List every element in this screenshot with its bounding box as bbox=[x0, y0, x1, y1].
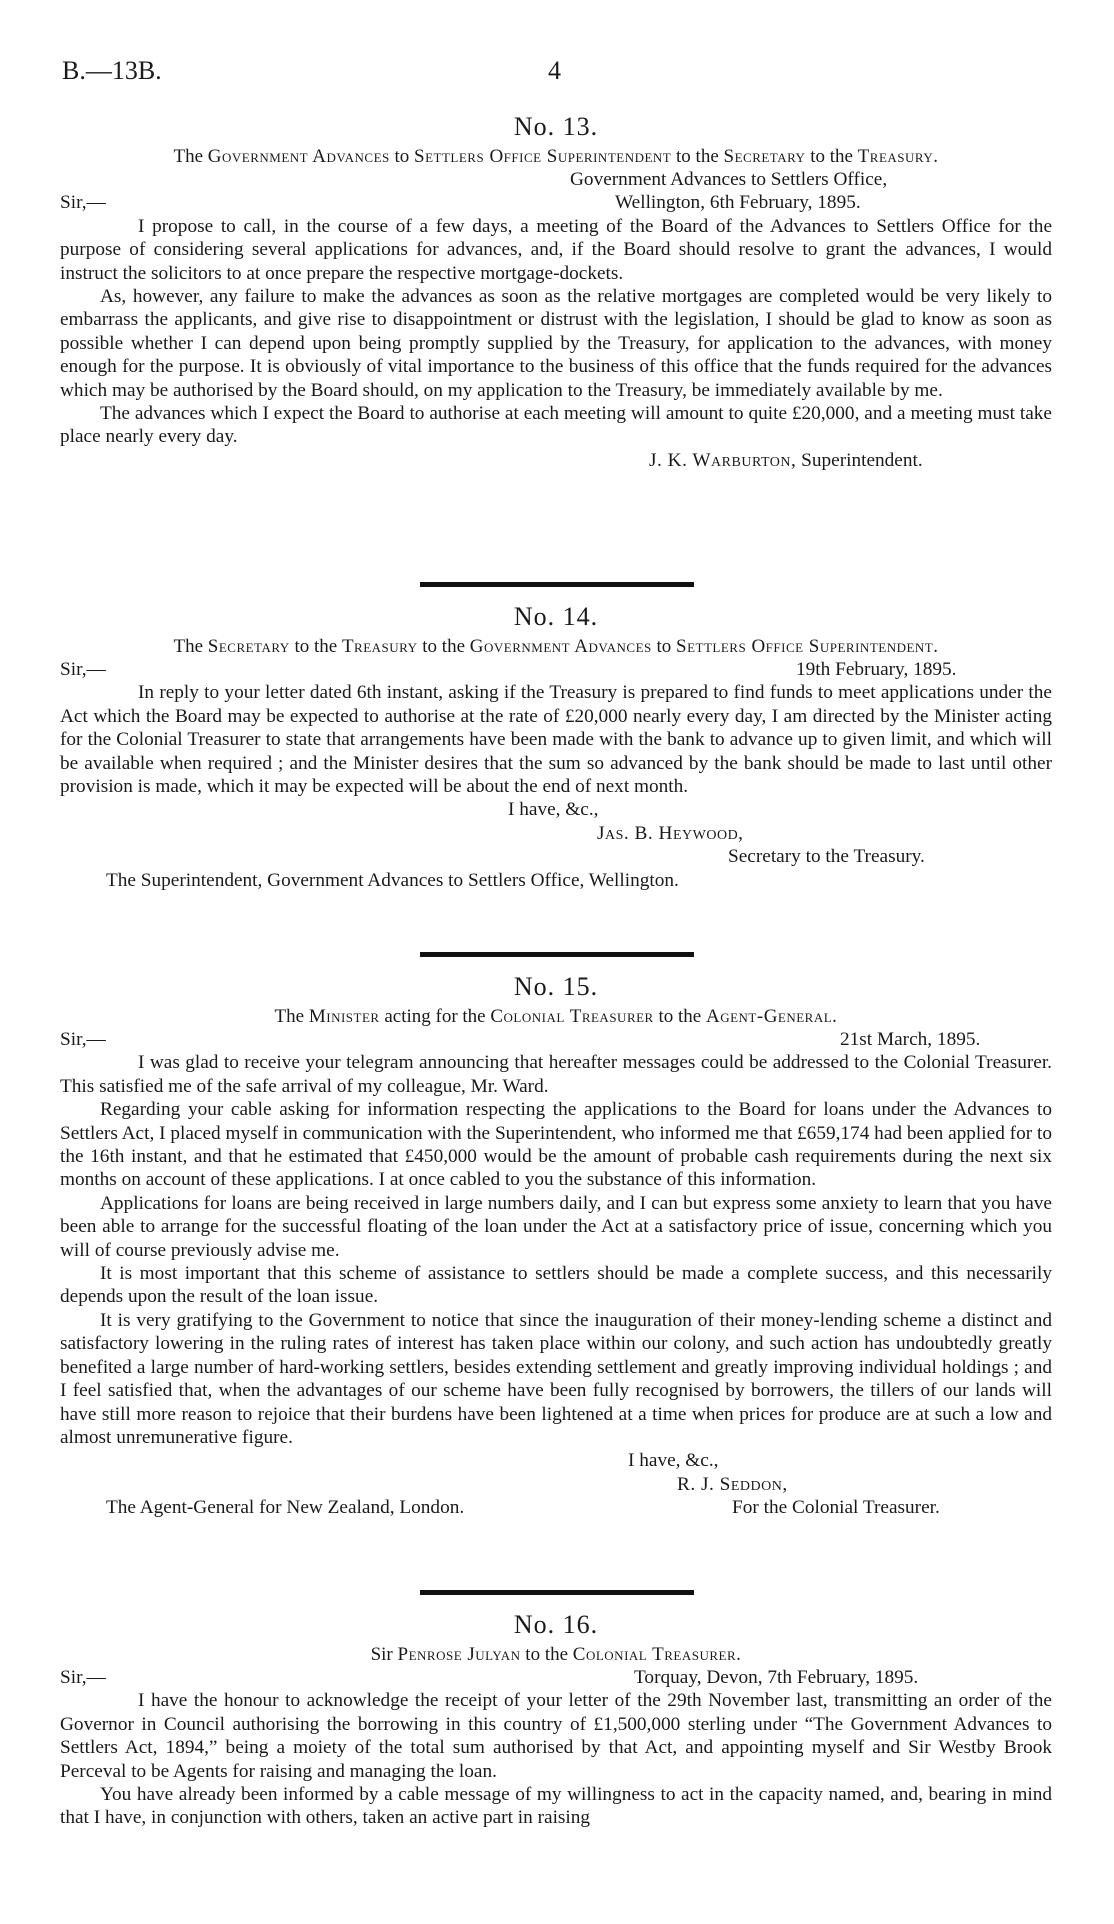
letter-15-closing: I have, &c., bbox=[628, 1450, 719, 1472]
section-divider bbox=[420, 952, 694, 957]
letter-16-heading bbox=[60, 1644, 1052, 1666]
letter-14-title: No. 14. bbox=[513, 602, 599, 631]
letter-13-heading-part: The bbox=[173, 146, 204, 167]
letter-15-salutation: Sir,— bbox=[60, 1029, 106, 1050]
letter-13-signature bbox=[60, 449, 1052, 472]
letter-13-paragraph-3: The advances which I expect the Board to authorise at each meeting will amount to quite £20,000, and a meeting must take place nearly every day. bbox=[60, 403, 1052, 448]
letter-14-heading-part: to the bbox=[422, 636, 466, 657]
letter-15-heading bbox=[60, 1006, 1052, 1028]
letter-14 bbox=[60, 602, 1052, 892]
letter-15-heading-part: acting for the bbox=[384, 1006, 486, 1027]
letter-15-signatory-name: R. J. Seddon, bbox=[677, 1473, 788, 1495]
letter-13-heading-part: Settlers Office Superintendent bbox=[414, 146, 672, 167]
letter-13-address-line-2: Wellington, 6th February, 1895. bbox=[615, 192, 861, 214]
letter-15-heading-part: Minister bbox=[308, 1006, 380, 1027]
letter-13-heading-part: to bbox=[394, 146, 410, 167]
letter-14-addressee: The Superintendent, Government Advances to Settlers Office, Wellington. bbox=[106, 869, 679, 891]
letter-15-paragraph-5: It is very gratifying to the Government to notice that since the inauguration of their money-lending scheme a distinct and satisfactory lowering in the ruling rates of interest has taken place within our colony, and such action has undoubtedly greatly benefited a large number of hard-working settlers, besides extending settlement and greatly improving individual holdings ; and I feel satisfied that, when the advantages of our scheme have been fully recognised by borrowers, the tillers of our lands will have still more reason to rejoice that their burdens have been lightened at a time when prices for produce are at such a low and almost unremunerative figure. bbox=[60, 1309, 1052, 1448]
letter-16-title: No. 16. bbox=[513, 1610, 599, 1639]
letter-15-footer-row bbox=[60, 1496, 1052, 1519]
letter-13-heading-part: Secretary bbox=[723, 146, 806, 167]
letter-13 bbox=[60, 112, 1052, 472]
letter-16-salutation-row bbox=[60, 1666, 1052, 1689]
letter-13-heading-part: Treasury. bbox=[857, 146, 939, 167]
letter-14-signatory-name: Jas. B. Heywood, bbox=[597, 822, 744, 844]
letter-13-heading-part: to the bbox=[676, 146, 719, 167]
letter-16 bbox=[60, 1610, 1052, 1830]
signatory-name: J. K. Warburton, bbox=[649, 449, 797, 471]
signatory-title: Superintendent. bbox=[801, 449, 923, 471]
letter-15-paragraph-3: Applications for loans are being received in large numbers daily, and I can but express some anxiety to learn that you have been able to arrange for the successful floating of the loan under the Act at a satisfactory price of issue, concerning which you will of course previously advise me. bbox=[60, 1192, 1052, 1261]
letter-14-salutation-row bbox=[60, 658, 1052, 681]
letter-13-heading-part: to the bbox=[810, 146, 853, 167]
letter-14-heading-part: Government Advances bbox=[469, 636, 652, 657]
letter-14-heading-part: to bbox=[656, 636, 672, 657]
letter-13-title: No. 13. bbox=[513, 112, 599, 141]
letter-16-heading-part: Sir bbox=[370, 1644, 393, 1665]
letter-13-address-line-1: Government Advances to Settlers Office, bbox=[570, 169, 888, 190]
letter-16-paragraph-1: I have the honour to acknowledge the receipt of your letter of the 29th November last, transmitting an order of the Governor in Council authorising the borrowing in this country of £1,500,000 sterling under “The Government Advances to Settlers Act, 1894,” being a moiety of the total sum authorised by that Act, and appointing myself and Sir Westby Brook Perceval to be Agents for raising and managing the loan. bbox=[60, 1690, 1052, 1782]
letter-16-paragraph-2: You have already been informed by a cable message of my willingness to act in the capacity named, and, bearing in mind that I have, in conjunction with others, taken an active part in raising bbox=[60, 1784, 1052, 1829]
letter-15-signatory-title: For the Colonial Treasurer. bbox=[732, 1497, 940, 1519]
page-number: 4 bbox=[548, 56, 561, 85]
letter-15-heading-part: Colonial Treasurer bbox=[490, 1006, 654, 1027]
letter-13-paragraph-2: As, however, any failure to make the advances as soon as the relative mortgages are completed would be very likely to embarrass the applicants, and give rise to disappointment or distrust with the legislation, I should be glad to know as soon as possible whether I can depend upon being promptly supplied by the Treasury, for application to the advances, with money enough for the purpose. It is obviously of vital importance to the business of this office that the funds required for the advances which may be authorised by the Board should, on my application to the Treasury, be immediately available by me. bbox=[60, 286, 1052, 401]
letter-15-heading-part: Agent-General. bbox=[705, 1006, 838, 1027]
letter-14-heading-part: Secretary bbox=[207, 636, 290, 657]
letter-15 bbox=[60, 972, 1052, 1520]
letter-16-heading-part: to the bbox=[525, 1644, 569, 1665]
letter-14-heading-part: to the bbox=[294, 636, 338, 657]
letter-16-heading-part: Penrose Julyan bbox=[397, 1644, 521, 1665]
section-divider bbox=[420, 582, 694, 587]
letter-13-salutation-row bbox=[60, 191, 1052, 214]
letter-15-paragraph-1: I was glad to receive your telegram announcing that hereafter messages could be addressed to the Colonial Treasurer. This satisfied me of the safe arrival of my colleague, Mr. Ward. bbox=[60, 1052, 1052, 1097]
letter-15-paragraph-2: Regarding your cable asking for information respecting the applications to the Board for loans under the Advances to Settlers Act, I placed myself in communication with the Superintendent, who informed me that £659,174 had been applied for to the 16th instant, and that he estimated that £450,000 would be the amount of probable cash requirements during the next six months on account of these applications. I at once cabled to you the substance of this information. bbox=[60, 1099, 1052, 1191]
letter-14-closing: I have, &c., bbox=[508, 799, 599, 821]
letter-14-heading-part: Settlers Office Superintendent. bbox=[676, 636, 939, 657]
section-divider bbox=[420, 1590, 694, 1595]
letter-15-title: No. 15. bbox=[513, 972, 599, 1001]
letter-13-heading bbox=[60, 146, 1052, 168]
letter-14-signatory-title: Secretary to the Treasury. bbox=[728, 846, 925, 868]
letter-14-heading-part: The bbox=[173, 636, 204, 657]
letter-16-salutation: Sir,— bbox=[60, 1667, 106, 1688]
letter-13-salutation: Sir,— bbox=[60, 192, 106, 214]
document-reference: B.—13B. bbox=[62, 56, 162, 85]
letter-16-date: Torquay, Devon, 7th February, 1895. bbox=[634, 1667, 919, 1688]
letter-13-paragraph-1: I propose to call, in the course of a few days, a meeting of the Board of the Advances to Settlers Office for the purpose of considering several applications for advances, and, if the Board should resolve to grant the advances, I would instruct the solicitors to at once prepare the respective mortgage-dockets. bbox=[60, 215, 1052, 284]
letter-14-heading-part: Treasury bbox=[341, 636, 418, 657]
letter-15-paragraph-4: It is most important that this scheme of assistance to settlers should be made a complete success, and this necessarily depends upon the result of the loan issue. bbox=[60, 1263, 1052, 1308]
letter-15-heading-part: The bbox=[274, 1006, 305, 1027]
letter-15-heading-part: to the bbox=[658, 1006, 702, 1027]
letter-14-salutation: Sir,— bbox=[60, 659, 106, 680]
letter-14-heading bbox=[60, 636, 1052, 658]
letter-15-date: 21st March, 1895. bbox=[840, 1029, 981, 1050]
letter-13-heading-part: Government Advances bbox=[207, 146, 390, 167]
letter-14-date: 19th February, 1895. bbox=[796, 659, 957, 680]
letter-16-heading-part: Colonial Treasurer. bbox=[572, 1644, 742, 1665]
letter-15-salutation-row bbox=[60, 1028, 1052, 1051]
letter-15-addressee: The Agent-General for New Zealand, London. bbox=[106, 1497, 465, 1519]
letter-14-paragraph-1: In reply to your letter dated 6th instant, asking if the Treasury is prepared to find funds to meet applications under the Act which the Board may be expected to authorise at the rate of £20,000 nearly every day, I am directed by the Minister acting for the Colonial Treasurer to state that arrangements have been made with the bank to advance up to given limit, and which will be available when required ; and the Minister desires that the sum so advanced by the bank should be made to last until other provision is made, which it may be expected will be about the end of next month. bbox=[60, 682, 1052, 798]
